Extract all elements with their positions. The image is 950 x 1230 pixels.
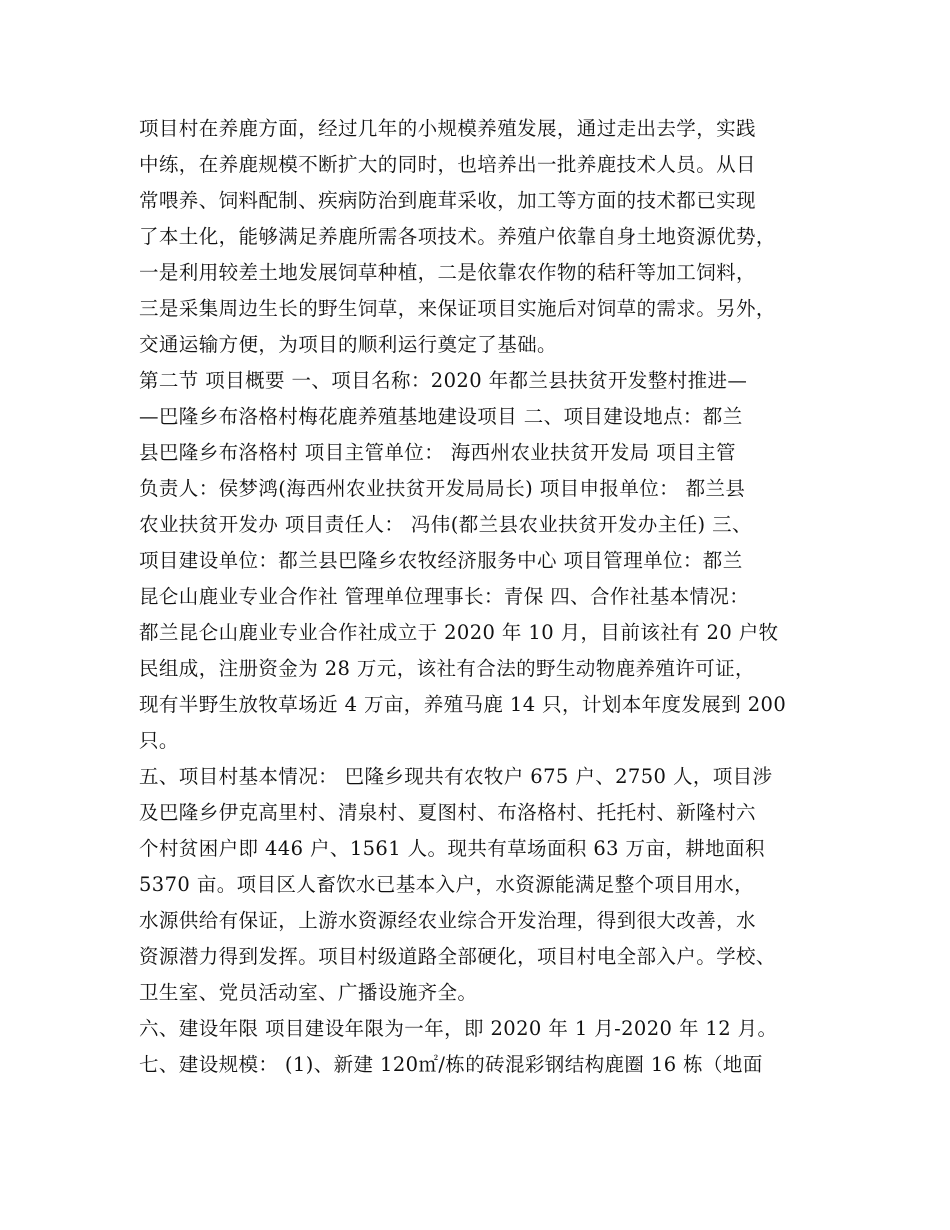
text-line: 及巴隆乡伊克高里村、清泉村、夏图村、布洛格村、托托村、新隆村六 (139, 801, 756, 824)
text-line: 七、建设规模： (1)、新建 120㎡/栋的砖混彩钢结构鹿圈 16 栋（地面 (139, 1053, 763, 1076)
text-line: 交通运输方便，为项目的顺利运行奠定了基础。 (139, 333, 557, 356)
text-line: 一是利用较差土地发展饲草种植，二是依靠农作物的秸秆等加工饲料， (139, 261, 756, 284)
text-line: 资源潜力得到发挥。项目村级道路全部硬化，项目村电全部入户。学校、 (139, 945, 776, 968)
text-line: 项目建设单位：都兰县巴隆乡农牧经济服务中心 项目管理单位：都兰 (139, 549, 743, 572)
section-heading-line: 第二节 项目概要 一、项目名称：2020 年都兰县扶贫开发整村推进— (139, 369, 748, 392)
text-line: 三是采集周边生长的野生饲草，来保证项目实施后对饲草的需求。另外， (139, 297, 776, 320)
text-line: 民组成，注册资金为 28 万元，该社有合法的野生动物鹿养殖许可证， (139, 657, 755, 680)
text-line: —巴隆乡布洛格村梅花鹿养殖基地建设项目 二、项目建设地点：都兰 (139, 405, 743, 428)
text-line: 五、项目村基本情况： 巴隆乡现共有农牧户 675 户、2750 人，项目涉 (139, 765, 773, 788)
text-line: 六、建设年限 项目建设年限为一年，即 2020 年 1 月-2020 年 12 月。 (139, 1017, 778, 1040)
text-line: 农业扶贫开发办 项目责任人： 冯伟(都兰县农业扶贫开发办主任) 三、 (139, 513, 752, 536)
text-line: 县巴隆乡布洛格村 项目主管单位： 海西州农业扶贫开发局 项目主管 (139, 441, 736, 464)
text-line: 都兰昆仑山鹿业专业合作社成立于 2020 年 10 月，目前该社有 20 户牧 (139, 621, 779, 644)
text-line: 负责人：侯梦鸿(海西州农业扶贫开发局局长) 项目申报单位： 都兰县 (139, 477, 746, 500)
text-line: 了本土化，能够满足养鹿所需各项技术。养殖户依靠自身土地资源优势， (139, 225, 776, 248)
text-line: 项目村在养鹿方面，经过几年的小规模养殖发展，通过走出去学，实践 (139, 117, 756, 140)
text-line: 水源供给有保证，上游水资源经农业综合开发治理，得到很大改善，水 (139, 909, 756, 932)
text-line: 5370 亩。项目区人畜饮水已基本入户，水资源能满足整个项目用水， (139, 873, 755, 896)
text-line: 常喂养、饲料配制、疾病防治到鹿茸采收，加工等方面的技术都已实现 (139, 189, 756, 212)
text-line: 个村贫困户即 446 户、1561 人。现共有草场面积 63 万亩，耕地面积 (139, 837, 765, 860)
text-line: 卫生室、党员活动室、广播设施齐全。 (139, 981, 478, 1004)
text-line: 昆仑山鹿业专业合作社 管理单位理事长：青保 四、合作社基本情况： (139, 585, 750, 608)
text-line: 中练，在养鹿规模不断扩大的同时，也培养出一批养鹿技术人员。从日 (139, 153, 756, 176)
text-line: 现有半野生放牧草场近 4 万亩，养殖马鹿 14 只，计划本年度发展到 200 (139, 693, 787, 716)
text-line: 只。 (139, 729, 179, 752)
